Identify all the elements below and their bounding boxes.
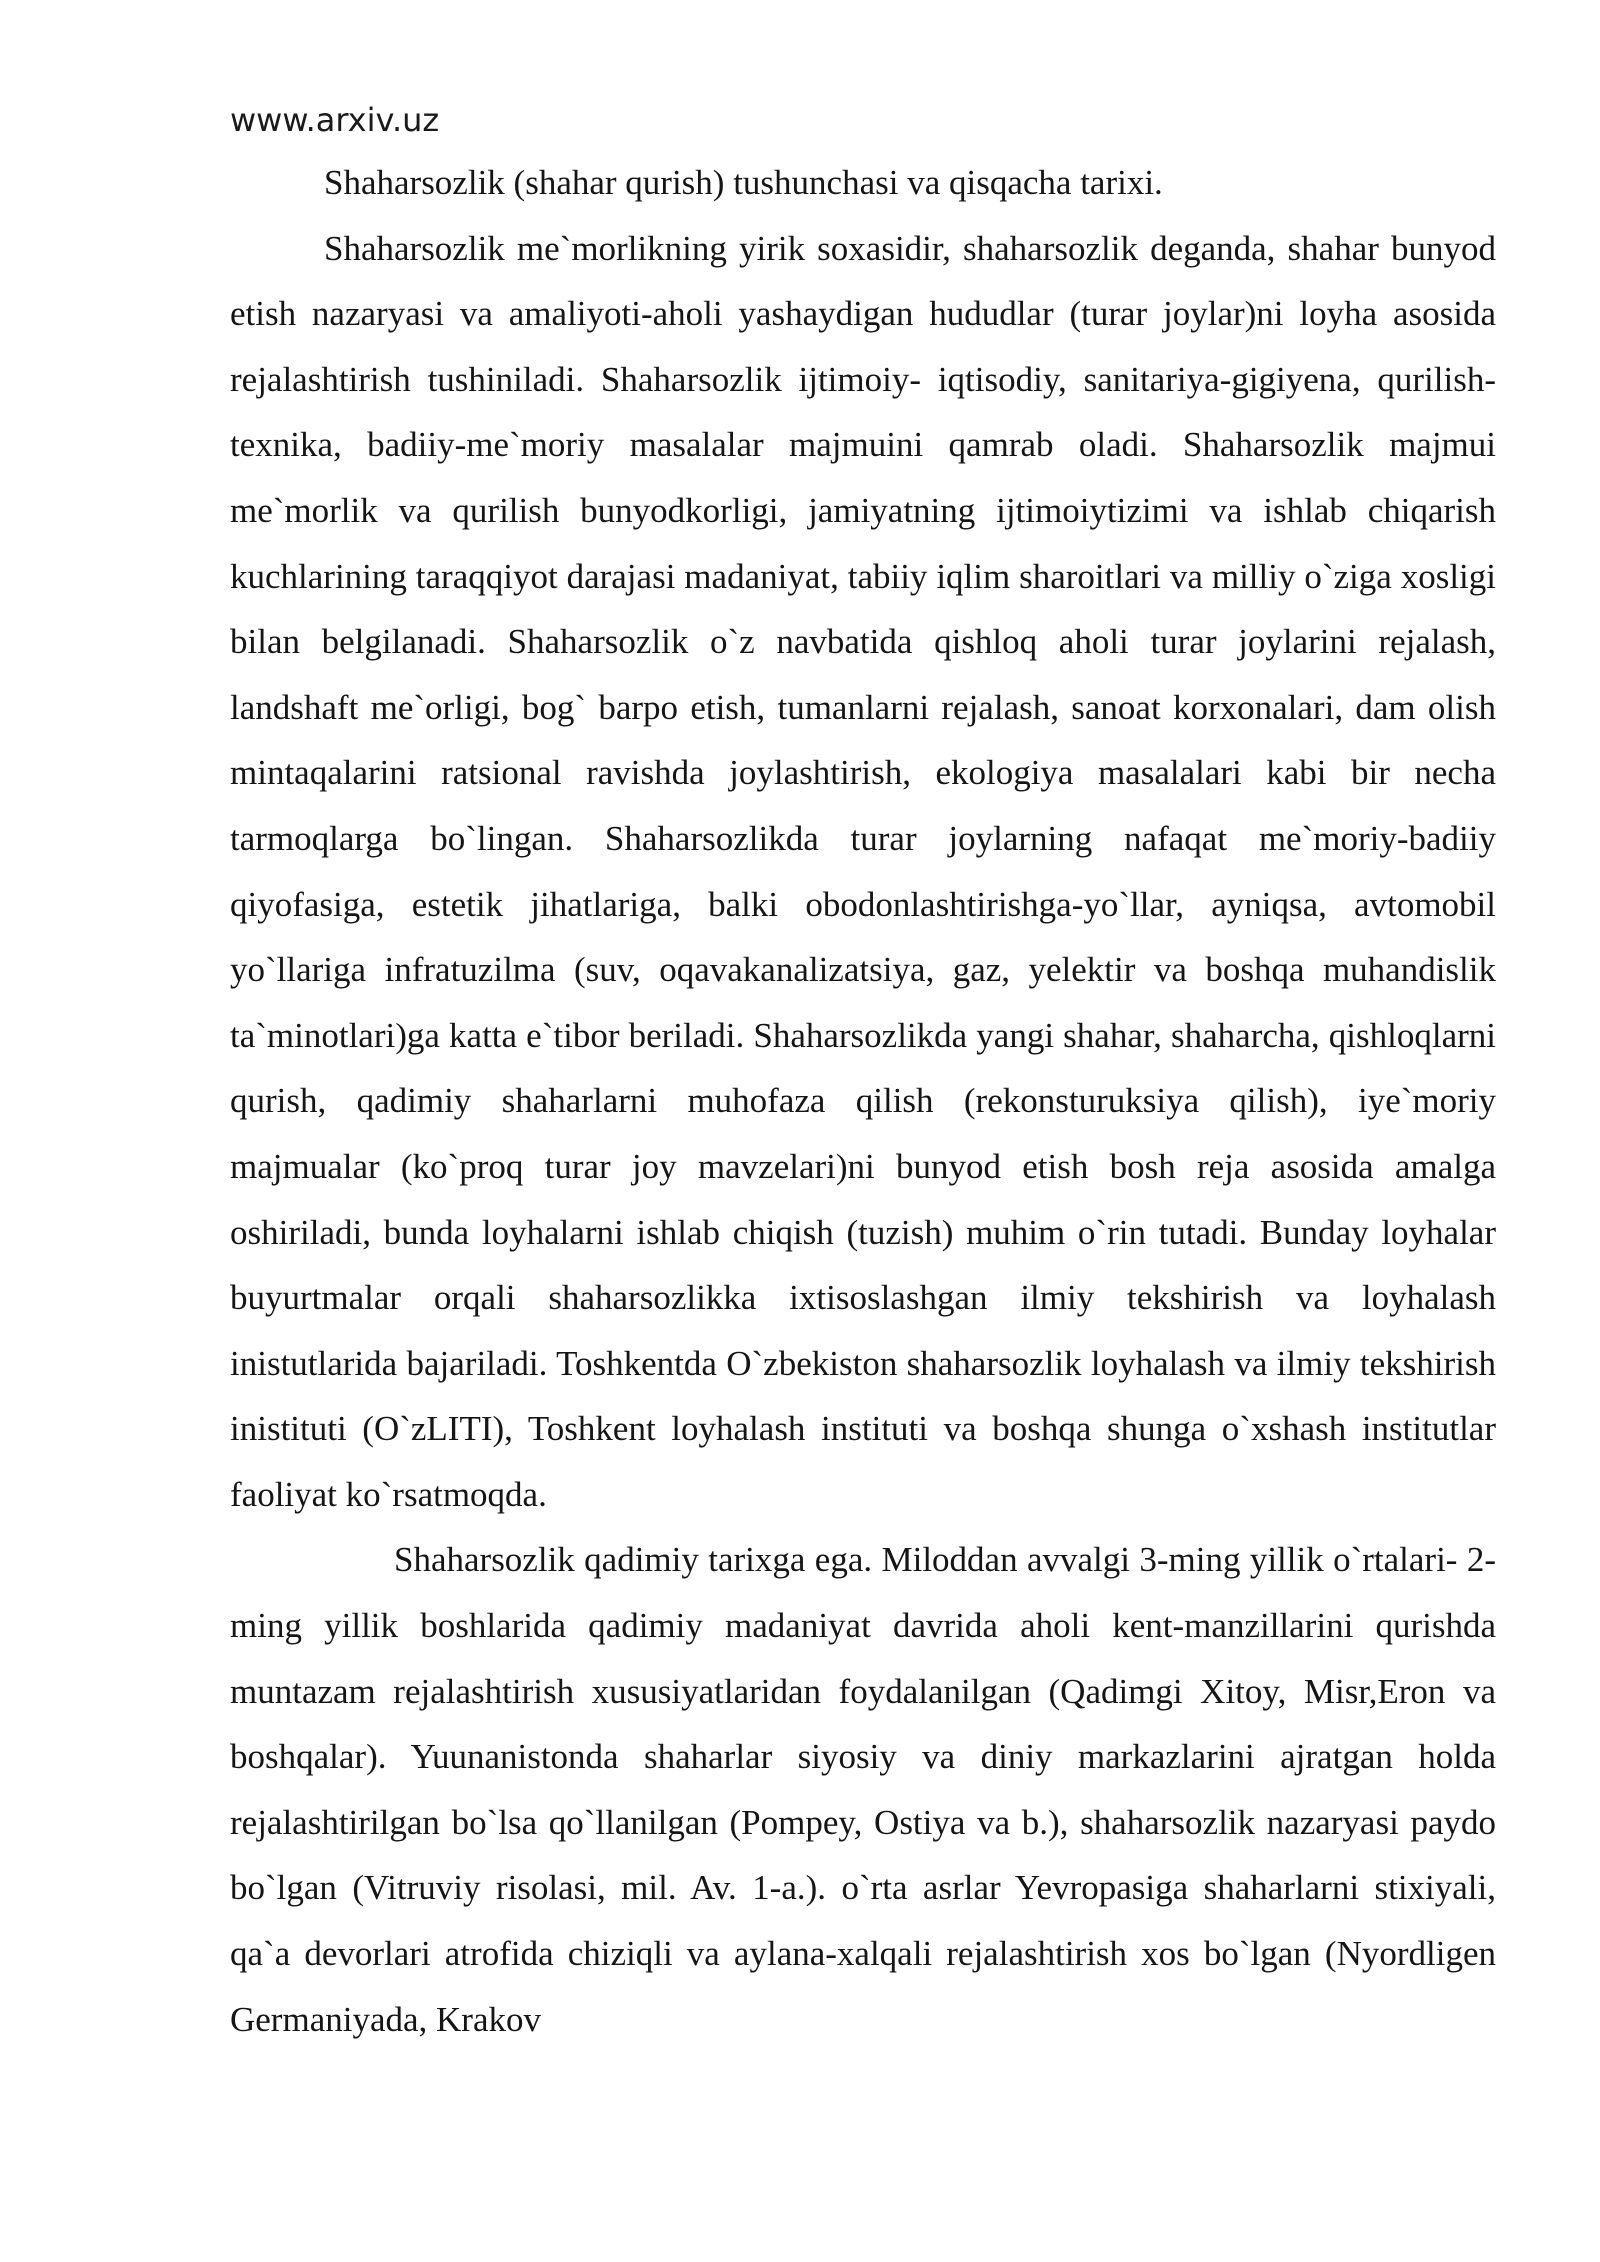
paragraph-history: Shaharsozlik qadimiy tarixga ega. Miloddan avvalgi 3-ming yillik o`rtalari- 2-ming yillik boshlarida qadimiy madaniyat davrida aholi kent-manzillarini qurishda muntazam rejalashtirish xususiyatlaridan foydalanilgan (Qadimgi Xitoy, Misr,Eron va boshqalar). Yuunanistonda shaharlar siyosiy va diniy markazlarini ajratgan holda rejalashtirilgan bo`lsa qo`llanilgan (Pompey, Ostiya va b.), shaharsozlik nazaryasi paydo bo`lgan (Vitruviy risolasi, mil. Av. 1-a.). o`rta asrlar Yevropasiga shaharlarni stixiyali, qa`a devorlari atrofida chiziqli va aylana-xalqali rejalashtirish xos bo`lgan (Nyordligen Germaniyada, Krakov bbox=[230, 1540, 1496, 2039]
site-watermark: www.arxiv.uz bbox=[230, 101, 440, 139]
paragraph-definition: Shaharsozlik me`morlikning yirik soxasidir, shaharsozlik deganda, shahar bunyod etish nazaryasi va amaliyoti-aholi yashaydigan hududlar (turar joylar)ni loyha asosida rejalashtirish tushiniladi. Shaharsozlik ijtimoiy- iqtisodiy, sanitariya-gigiyena, qurilish-texnika, badiiy-me`moriy masalalar majmuini qamrab oladi. Shaharsozlik majmui me`morlik va qurilish bunyodkorligi, jamiyatning ijtimoiytizimi va ishlab chiqarish kuchlarining taraqqiyot darajasi madaniyat, tabiiy iqlim sharoitlari va milliy o`ziga xosligi bilan belgilanadi. Shaharsozlik o`z navbatida qishloq aholi turar joylarini rejalash, landshaft me`orligi, bog` barpo etish, tumanlarni rejalash, sanoat korxonalari, dam olish mintaqalarini ratsional ravishda joylashtirish, ekologiya masalalari kabi bir necha tarmoqlarga bo`lingan. Shaharsozlikda turar joylarning nafaqat me`moriy-badiiy qiyofasiga, estetik jihatlariga, balki obodonlashtirishga-yo`llar, ayniqsa, avtomobil yo`llariga infratuzilma (suv, oqavakanalizatsiya, gaz, yelektir va boshqa muhandislik ta`minotlari)ga katta e`tibor beriladi. Shaharsozlikda yangi shahar, shaharcha, qishloqlarni qurish, qadimiy shaharlarni muhofaza qilish (rekonsturuksiya qilish), iye`moriy majmualar (ko`proq turar joy mavzelari)ni bunyod etish bosh reja asosida amalga oshiriladi, bunda loyhalarni ishlab chiqish (tuzish) muhim o`rin tutadi. Bunday loyhalar buyurtmalar orqali shaharsozlikka ixtisoslashgan ilmiy tekshirish va loyhalash inistutlarida bajariladi. Toshkentda O`zbekiston shaharsozlik loyhalash va ilmiy tekshirish inistituti (O`zLITI), Toshkent loyhalash instituti va boshqa shunga o`xshash institutlar faoliyat ko`rsatmoqda. bbox=[230, 228, 1496, 1514]
document-body bbox=[230, 150, 1496, 2052]
document-title: Shaharsozlik (shahar qurish) tushunchasi va qisqacha tarixi. bbox=[324, 163, 1163, 202]
